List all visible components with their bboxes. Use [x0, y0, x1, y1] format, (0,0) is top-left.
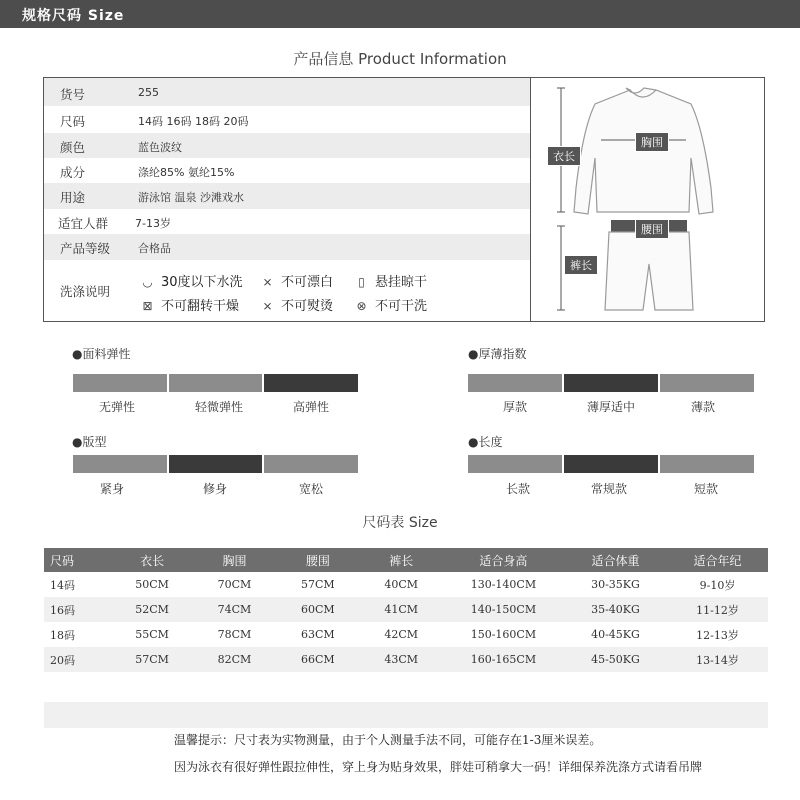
scale-option: 轻微弹性	[194, 400, 243, 414]
table-cell: 14码	[50, 578, 75, 592]
blank-band	[44, 702, 768, 728]
scale-bar	[73, 374, 358, 392]
info-value: 合格品	[138, 242, 171, 255]
page-title: 规格尺码 Size	[22, 8, 125, 24]
scale-option: 紧身	[99, 482, 124, 496]
column-header: 胸围	[193, 548, 276, 572]
table-cell: 42CM	[384, 628, 419, 641]
table-cell: 40-45KG	[591, 628, 640, 641]
wash-text: 30度以下水洗	[161, 275, 243, 290]
table-cell: 78CM	[217, 628, 252, 641]
column-header: 衣长	[111, 548, 192, 572]
table-cell: 82CM	[193, 647, 276, 672]
scale-option: 高弹性	[292, 400, 329, 414]
table-row	[44, 597, 768, 622]
table-cell: 41CM	[360, 597, 443, 622]
scale-option: 宽松	[298, 482, 323, 496]
table-cell: 11-12岁	[667, 597, 768, 622]
scale-segment	[73, 374, 167, 392]
table-cell: 70CM	[217, 578, 252, 591]
scale-segment	[73, 455, 167, 473]
table-cell: 35-40KG	[564, 597, 667, 622]
column-header: 裤长	[360, 548, 443, 572]
scale-segment	[169, 455, 262, 473]
top-length-label: 衣长	[547, 146, 581, 166]
wash-item	[260, 271, 333, 290]
table-cell: 60CM	[276, 597, 359, 622]
waist-label: 腰围	[635, 219, 669, 239]
wash-text: 不可翻转干燥	[161, 299, 240, 314]
table-cell: 160-165CM	[443, 647, 564, 672]
hang-dry-icon: ▯	[358, 275, 365, 289]
garment-illustration	[531, 78, 764, 321]
column-header: 尺码	[44, 548, 111, 572]
column-header: 适合体重	[564, 548, 667, 572]
info-row-item-number	[44, 78, 530, 106]
column-header: 适合年纪	[667, 548, 768, 572]
info-value: 涤纶85% 氨纶15%	[138, 166, 235, 179]
info-label: 成分	[60, 165, 86, 180]
info-value: 255	[138, 86, 159, 99]
chest-label: 胸围	[635, 132, 669, 152]
wash-item	[354, 295, 427, 314]
no-bleach-icon: ⨯	[262, 275, 273, 289]
scale-title: ●版型	[72, 435, 107, 449]
wash-item	[354, 271, 427, 290]
scale-segment	[264, 455, 358, 473]
table-cell: 150-160CM	[470, 628, 537, 641]
scale-segment	[564, 455, 658, 473]
info-row-sizes	[44, 106, 530, 133]
info-value: 游泳馆 温泉 沙滩戏水	[138, 191, 244, 204]
scale-option: 厚款	[502, 400, 527, 414]
scale-title: ●厚薄指数	[468, 347, 527, 361]
info-label: 颜色	[60, 140, 86, 155]
scale-option: 长款	[505, 482, 530, 496]
info-label: 货号	[60, 87, 86, 102]
scale-option: 薄款	[690, 400, 715, 414]
wash-item	[140, 271, 243, 290]
scale-bar	[73, 455, 358, 473]
product-info-title: 产品信息 Product Information	[293, 50, 507, 68]
scale-title: ●长度	[468, 435, 503, 449]
size-table	[44, 548, 768, 672]
table-cell: 63CM	[301, 628, 335, 641]
basin-30-icon: ◡	[142, 275, 153, 289]
info-label: 尺码	[60, 114, 86, 129]
table-cell: 130-140CM	[470, 578, 537, 591]
garment-diagram	[531, 78, 764, 321]
no-tumble-dry-icon: ⊠	[142, 299, 153, 313]
wash-item	[140, 295, 239, 314]
scale-segment	[169, 374, 262, 392]
table-cell: 43CM	[360, 647, 443, 672]
table-cell: 50CM	[135, 578, 169, 591]
table-cell: 20码	[44, 647, 111, 672]
info-label: 产品等级	[60, 241, 111, 256]
column-header: 适合身高	[443, 548, 564, 572]
info-label: 用途	[60, 190, 86, 205]
info-row-target-group	[44, 209, 530, 234]
scale-bar	[468, 374, 754, 392]
pants-outline-icon	[605, 232, 693, 310]
scale-bar	[468, 455, 754, 473]
table-cell: 40CM	[384, 578, 419, 591]
table-cell: 52CM	[111, 597, 192, 622]
table-cell: 30-35KG	[591, 578, 640, 591]
table-cell: 18码	[50, 628, 75, 642]
table-row	[44, 622, 768, 647]
table-cell: 9-10岁	[699, 578, 736, 592]
table-cell: 16码	[44, 597, 111, 622]
table-cell: 45-50KG	[564, 647, 667, 672]
no-dry-clean-icon: ⊗	[356, 299, 367, 313]
scale-option: 薄厚适中	[586, 400, 635, 414]
wash-text: 不可漂白	[281, 275, 334, 290]
column-header: 腰围	[276, 548, 359, 572]
scale-segment	[264, 374, 358, 392]
table-cell: 140-150CM	[443, 597, 564, 622]
wash-text: 不可干洗	[375, 299, 428, 314]
info-value: 7-13岁	[135, 217, 171, 230]
info-row-usage	[44, 183, 530, 209]
scale-title: ●面料弹性	[72, 347, 131, 361]
table-row	[44, 572, 768, 597]
scale-option: 常规款	[590, 482, 627, 496]
info-value: 14码 16码 18码 20码	[138, 115, 249, 128]
note-sizing-advice: 因为泳衣有很好弹性跟拉伸性，穿上身为贴身效果，胖娃可稍拿大一码！详细保养洗涤方式请看吊牌	[174, 760, 703, 774]
wash-text: 悬挂晾干	[375, 275, 428, 290]
table-cell: 13-14岁	[667, 647, 768, 672]
table-row	[44, 647, 768, 672]
scale-segment	[468, 374, 562, 392]
info-value: 蓝色波纹	[138, 141, 182, 154]
scale-segment	[468, 455, 562, 473]
scale-option: 修身	[202, 482, 227, 496]
no-iron-icon: ⨯	[262, 299, 273, 313]
table-cell: 12-13岁	[696, 628, 739, 642]
scale-segment	[660, 455, 754, 473]
scale-option: 无弹性	[98, 400, 135, 414]
info-row-grade	[44, 234, 530, 260]
table-cell: 55CM	[135, 628, 169, 641]
size-table-title: 尺码表 Size	[362, 515, 438, 531]
table-cell: 57CM	[301, 578, 335, 591]
note-measurement: 温馨提示：尺寸表为实物测量，由于个人测量手法不同，可能存在1-3厘米误差。	[174, 733, 602, 747]
scale-option: 短款	[693, 482, 718, 496]
wash-text: 不可熨烫	[281, 299, 334, 314]
wash-item	[260, 295, 333, 314]
info-row-material	[44, 158, 530, 183]
scale-segment	[564, 374, 658, 392]
info-row-wash-instructions	[44, 260, 530, 321]
scale-segment	[660, 374, 754, 392]
info-label: 洗涤说明	[60, 284, 111, 299]
size-table-header	[44, 548, 768, 572]
pants-length-label: 裤长	[564, 255, 598, 275]
info-label: 适宜人群	[58, 216, 109, 231]
info-row-color	[44, 133, 530, 158]
table-cell: 57CM	[111, 647, 192, 672]
table-cell: 66CM	[276, 647, 359, 672]
table-cell: 74CM	[193, 597, 276, 622]
